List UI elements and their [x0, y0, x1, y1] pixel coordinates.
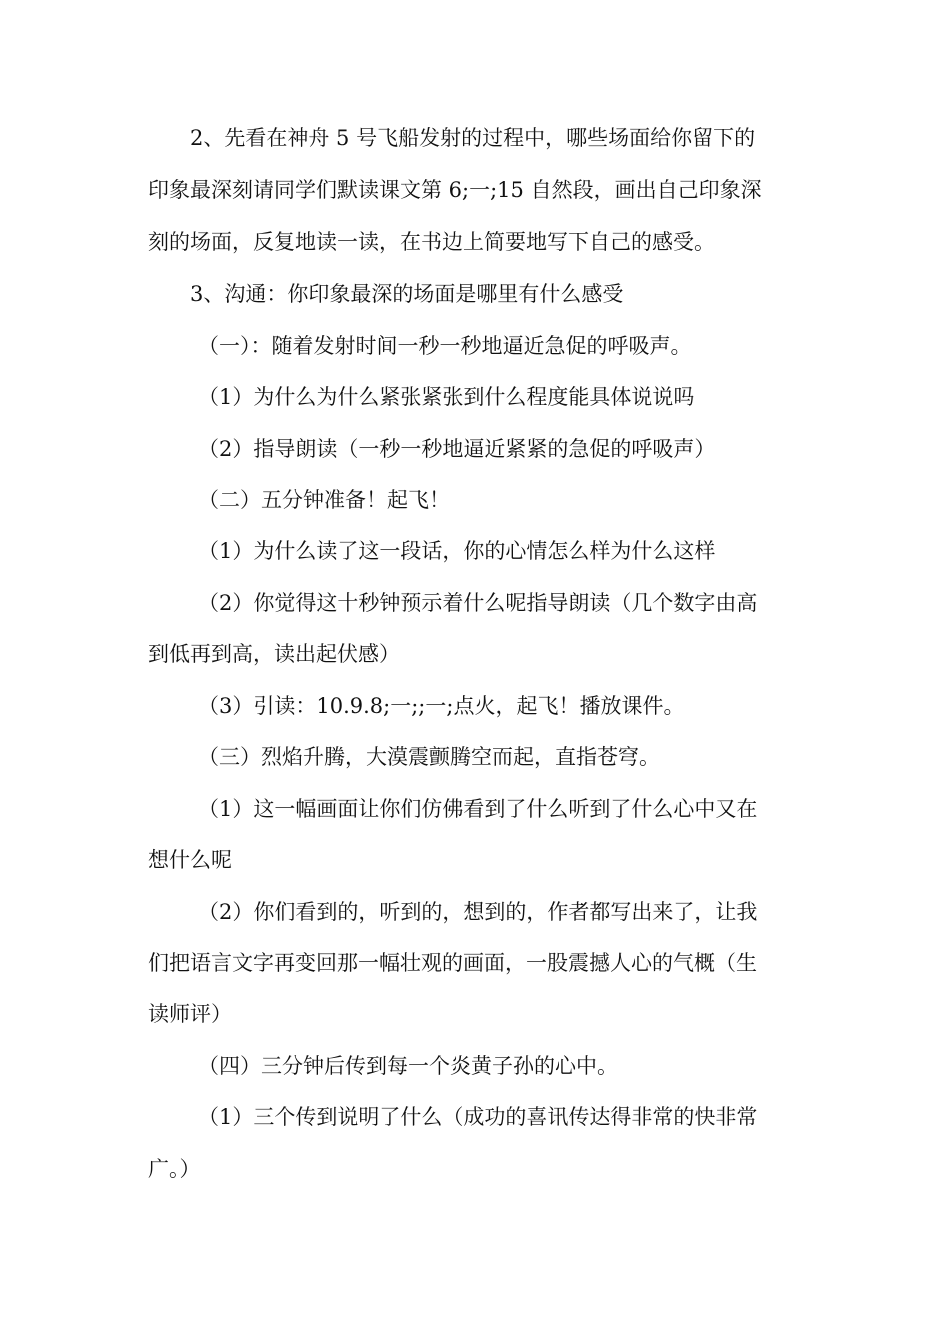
paragraph-line: （2）你觉得这十秒钟预示着什么呢指导朗读（几个数字由高	[198, 591, 758, 615]
paragraph-line: （2）指导朗读（一秒一秒地逼近紧紧的急促的呼吸声）	[198, 437, 716, 461]
paragraph-line: 3、沟通：你印象最深的场面是哪里有什么感受	[190, 282, 624, 306]
paragraph-line: （二）五分钟准备！起飞！	[198, 488, 450, 512]
paragraph-line: 读师评）	[148, 1002, 232, 1026]
paragraph-line: 广。）	[148, 1157, 201, 1181]
paragraph-line: （2）你们看到的，听到的，想到的，作者都写出来了，让我	[198, 900, 758, 924]
paragraph-line: （1）为什么读了这一段话，你的心情怎么样为什么这样	[198, 539, 716, 563]
paragraph-line: （1）为什么为什么紧张紧张到什么程度能具体说说吗	[198, 385, 695, 409]
paragraph-line: 2、先看在神舟 5 号飞船发射的过程中，哪些场面给你留下的	[190, 126, 756, 150]
paragraph-line: （一）：随着发射时间一秒一秒地逼近急促的呼吸声。	[198, 334, 692, 358]
paragraph-line: 到低再到高，读出起伏感）	[148, 642, 400, 666]
paragraph-line: （三）烈焰升腾，大漠震颤腾空而起，直指苍穹。	[198, 745, 660, 769]
paragraph-line: （1）三个传到说明了什么（成功的喜讯传达得非常的快非常	[198, 1105, 758, 1129]
paragraph-line: 想什么呢	[148, 848, 232, 872]
paragraph-line: 刻的场面，反复地读一读，在书边上简要地写下自己的感受。	[148, 230, 715, 254]
paragraph-line: （四）三分钟后传到每一个炎黄子孙的心中。	[198, 1054, 618, 1078]
paragraph-line: （3）引读：10.9.8;一;;一;点火，起飞！播放课件。	[198, 694, 685, 718]
paragraph-line: 印象最深刻请同学们默读课文第 6;一;15 自然段，画出自己印象深	[148, 178, 762, 202]
paragraph-line: 们把语言文字再变回那一幅壮观的画面，一股震撼人心的气概（生	[148, 951, 757, 975]
paragraph-line: （1）这一幅画面让你们仿佛看到了什么听到了什么心中又在	[198, 797, 758, 821]
